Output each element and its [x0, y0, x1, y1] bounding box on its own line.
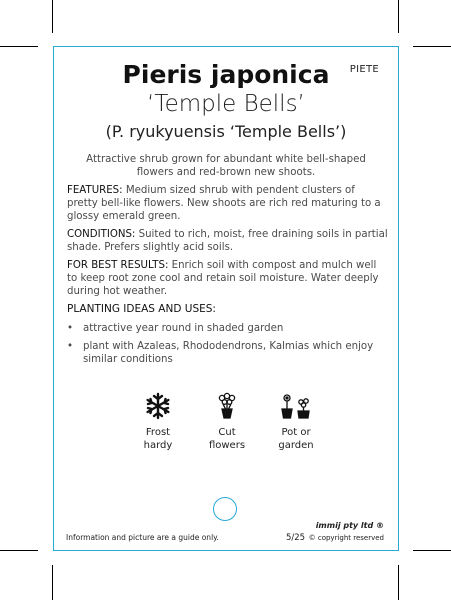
crop-mark: [0, 550, 38, 551]
crop-mark: [398, 0, 399, 33]
list-item-text: attractive year round in shaded garden: [83, 323, 284, 334]
conditions-heading: CONDITIONS:: [67, 229, 136, 240]
list-item: [67, 340, 388, 366]
planting-heading: PLANTING IDEAS AND USES:: [67, 303, 216, 315]
icon-label-line: Cut: [218, 427, 236, 438]
snowflake-icon: [144, 392, 172, 420]
icon-label: [261, 426, 331, 452]
icon-label-line: Frost: [145, 427, 171, 438]
icon-label-line: garden: [278, 440, 314, 451]
features-heading: FEATURES:: [67, 185, 123, 196]
icon-label-line: flowers: [208, 440, 246, 451]
best-results-text: Enrich soil with compost and mulch well to keep root zone cool and retain soil moisture. Water deeply during hot weather.: [67, 260, 379, 297]
crop-mark: [52, 565, 53, 600]
plant-label-card: [53, 46, 399, 551]
best-results-paragraph: [67, 259, 388, 298]
conditions-text: Suited to rich, moist, free draining soils in partial shade. Prefers slightly acid soils.: [67, 229, 388, 253]
hang-hole-marker: [213, 497, 237, 521]
bullet-glyph: •: [67, 323, 74, 334]
product-code: PIETE: [349, 64, 379, 75]
cut-flowers-badge: [192, 392, 262, 452]
brand-logo: immij pty ltd ®: [315, 521, 384, 530]
crop-mark: [413, 550, 451, 551]
intro-text: Attractive shrub grown for abundant white bell-shaped flowers and red-brown new shoots.: [86, 154, 366, 178]
icon-label-line: Pot or: [281, 427, 311, 438]
crop-mark: [413, 46, 451, 47]
list-item: [67, 322, 388, 335]
icon-label: [123, 426, 193, 452]
crop-mark: [0, 46, 38, 47]
crop-mark: [52, 0, 53, 33]
disclaimer-text: Information and picture are a guide only.: [66, 533, 219, 542]
potted-plant-icon: [279, 392, 313, 420]
cultivar-name: ‘Temple Bells’: [147, 91, 305, 117]
bullet-glyph: •: [67, 341, 74, 352]
icon-label: [192, 426, 262, 452]
conditions-paragraph: [67, 228, 388, 254]
vase-flowers-icon: [213, 392, 241, 420]
synonym: (P. ryukyuensis ‘Temple Bells’): [105, 122, 347, 141]
icon-label-line: hardy: [143, 440, 173, 451]
copyright-text: © copyright reserved: [308, 534, 384, 542]
features-text: Medium sized shrub with pendent clusters of pretty bell-like flowers. New shoots are rich red maturing to a glossy emerald green.: [67, 185, 381, 222]
frost-hardy-badge: [123, 392, 193, 452]
pot-or-garden-badge: [261, 392, 331, 452]
crop-mark: [398, 565, 399, 600]
date-code: 5/25: [286, 533, 306, 543]
list-item-text: plant with Azaleas, Rhododendrons, Kalmias which enjoy similar conditions: [83, 341, 374, 365]
plant-title: Pieris japonica: [122, 60, 330, 89]
features-paragraph: [67, 184, 388, 223]
best-results-heading: FOR BEST RESULTS:: [67, 260, 169, 271]
